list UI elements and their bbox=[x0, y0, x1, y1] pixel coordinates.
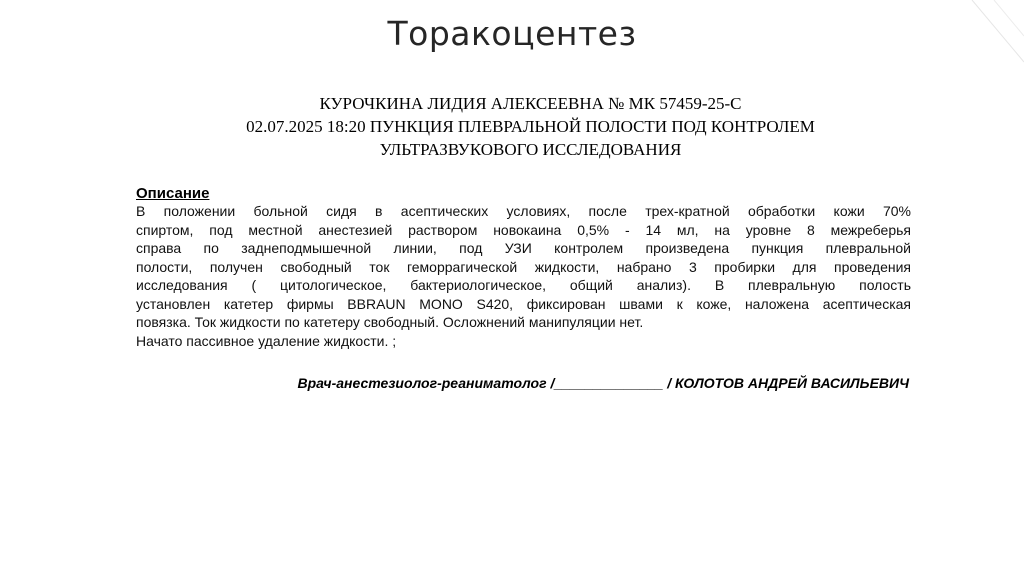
description-line: справа по заднеподмышечной линии, под УЗИ контролем произведена пункция плевральной bbox=[136, 240, 911, 256]
procedure-line-2: УЛЬТРАЗВУКОВОГО ИССЛЕДОВАНИЯ bbox=[379, 140, 682, 159]
description-line: В положении больной сидя в асептических условиях, после трех-кратной обработки кожи 70% bbox=[136, 203, 911, 219]
description-line: спиртом, под местной анестезией раствором новокаина 0,5% - 14 мл, на уровне 8 межреберья bbox=[136, 221, 911, 238]
procedure-line: 02.07.2025 18:20 ПУНКЦИЯ ПЛЕВРАЛЬНОЙ ПОЛОСТИ ПОД КОНТРОЛЕМ bbox=[246, 117, 815, 136]
doctor-signature-line: Врач-анестезиолог-реаниматолог /______________ / КОЛОТОВ АНДРЕЙ ВАСИЛЬЕВИЧ bbox=[297, 375, 909, 391]
section-title: Описание bbox=[136, 185, 210, 202]
slide-title: Торакоцентез bbox=[387, 14, 637, 53]
description-line: установлен катетер фирмы BBRAUN MONO S420, фиксирован швами к коже, наложена асептическая bbox=[136, 295, 911, 312]
description-line: полости, получен свободный ток геморрагической жидкости, набрано 3 пробирки для проведения bbox=[136, 258, 911, 275]
document-image bbox=[136, 92, 911, 391]
description-text bbox=[136, 202, 911, 350]
description-line: исследования ( цитологическое, бактериологическое, общий анализ). В плевральную полость bbox=[136, 277, 911, 293]
document-header bbox=[136, 92, 911, 161]
description-line: повязка. Ток жидкости по катетеру свободный. Осложнений манипуляции нет. bbox=[136, 314, 644, 330]
description-line: Начато пассивное удаление жидкости. ; bbox=[136, 332, 397, 349]
patient-line: КУРОЧКИНА ЛИДИЯ АЛЕКСЕЕВНА № МК 57459-25-С bbox=[319, 94, 742, 113]
